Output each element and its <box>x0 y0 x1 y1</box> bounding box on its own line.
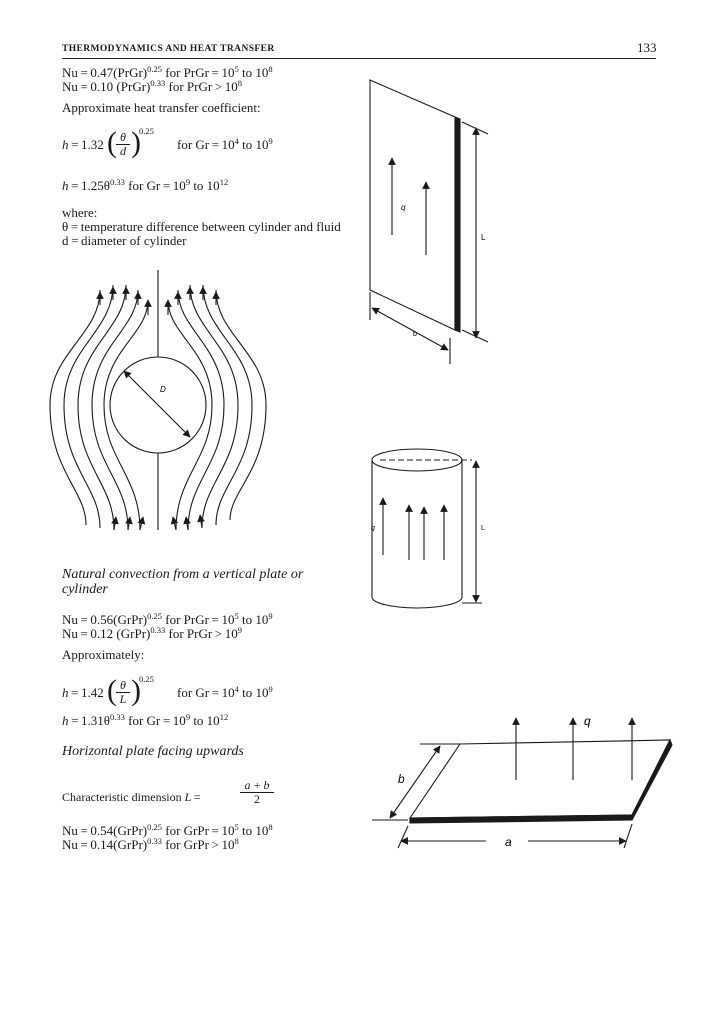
hplate-label-b: b <box>398 772 405 786</box>
nu-cylinder-line-2: Nu = 0.10 (PrGr)$^{0.33}$ for PrGr > $10^8$ <box>62 78 242 94</box>
h-cylinder-line-1-cond: for $Gr = 10^4$ to $10^9$ <box>177 136 273 152</box>
plate-face <box>370 80 455 330</box>
frac-theta-L: θ L <box>116 679 130 706</box>
frac-theta-d: θ d <box>116 131 130 158</box>
h-cylinder-line-2: $h = 1.25\theta^{0.33}$ for $Gr = 10^9$ to $10^{12}$ <box>62 177 229 193</box>
hplate-a-tick-left <box>398 826 408 848</box>
nu-horizontal-line-2: Nu = 0.14(GrPr)$^{0.33}$ for GrPr > $10^8$ <box>62 836 239 852</box>
page-number: 133 <box>637 40 657 55</box>
cylinder-bottom <box>372 597 462 608</box>
plate-dim-tick-bottom <box>462 330 488 342</box>
char-dim-label: Characteristic dimension L = <box>62 790 203 804</box>
h-cylinder-line-1-exp: 0.25 <box>139 126 154 136</box>
where-label: where: <box>62 205 98 220</box>
horizontal-section-title: Horizontal plate facing upwards <box>62 744 244 759</box>
streamline-l4 <box>64 285 113 528</box>
theta-definition: θ = temperature difference between cylinder and fluid <box>62 219 341 234</box>
nu-cylinder-line-1: Nu = 0.47(PrGr)$^{0.25}$ for PrGr = $10^5$ to $10^8$ <box>62 64 273 80</box>
paren-close-1: ) <box>131 126 141 159</box>
paren-open-2: ( <box>107 674 117 707</box>
hplate-label-a: a <box>505 835 512 849</box>
plate-label-L: L <box>481 233 486 242</box>
vertical-plate-figure <box>370 80 488 364</box>
paren-open-1: ( <box>107 126 117 159</box>
streamline-r4 <box>203 285 252 525</box>
approx-heading-cylinder: Approximate heat transfer coefficient: <box>62 100 261 115</box>
horizontal-plate-top <box>410 740 670 818</box>
plate-edge <box>455 117 460 332</box>
plate-section-title-2: cylinder <box>62 582 108 597</box>
nu-plate-line-1: Nu = 0.56(GrPr)$^{0.25}$ for PrGr = $10^5$ to $10^9$ <box>62 611 273 627</box>
vertical-cylinder-figure <box>372 449 482 608</box>
approx-heading-plate: Approximately: <box>62 647 145 662</box>
h-plate-line-1-cond: for $Gr = 10^4$ to $10^9$ <box>177 684 273 700</box>
h-plate-line-1-exp: 0.25 <box>139 674 154 684</box>
h-plate-line-1: h = 1.42 <box>62 685 104 700</box>
char-dim-fraction: a + b 2 <box>240 779 274 806</box>
paren-close-2: ) <box>131 674 141 707</box>
nu-plate-line-2: Nu = 0.12 (GrPr)$^{0.33}$ for PrGr > $10^9$ <box>62 625 242 641</box>
h-cylinder-line-1: h = 1.32 <box>62 137 104 152</box>
cylinder-label-D: D <box>160 385 166 394</box>
cylinder-flow-figure <box>50 270 266 530</box>
hplate-label-q: q <box>584 714 591 728</box>
running-header: THERMODYNAMICS AND HEAT TRANSFER <box>62 44 275 54</box>
plate-label-b: b <box>413 331 417 338</box>
plate-dim-tick-top <box>462 122 488 134</box>
plate-label-q: q <box>401 203 406 212</box>
hplate-a-tick-right <box>624 824 632 848</box>
horizontal-plate-figure <box>372 718 672 848</box>
h-plate-line-2: $h = 1.31\theta^{0.33}$ for $Gr = 10^9$ to $10^{12}$ <box>62 712 229 728</box>
d-definition: d = diameter of cylinder <box>62 233 187 248</box>
cylinder-label-q: q <box>371 525 375 532</box>
plate-section-title-1: Natural convection from a vertical plate or <box>62 567 304 582</box>
diameter-arrow <box>124 371 190 437</box>
cylinder-label-L: L <box>481 525 485 532</box>
nu-horizontal-line-1: Nu = 0.54(GrPr)$^{0.25}$ for GrPr = $10^5$ to $10^8$ <box>62 822 273 838</box>
